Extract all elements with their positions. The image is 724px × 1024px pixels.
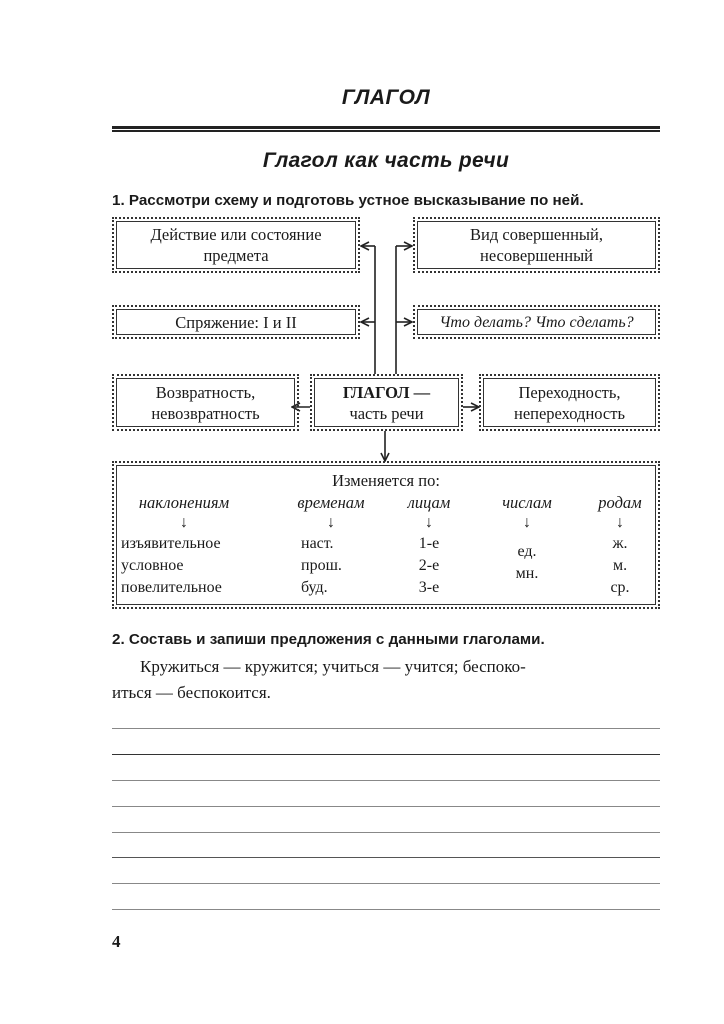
changes-column-mood: [121, 492, 247, 599]
column-value: мн.: [515, 565, 539, 582]
box-aspect-line1: Вид совершенный,: [470, 225, 603, 244]
box-action-line2: предмета: [203, 246, 269, 265]
arrow-down-icon: ↓: [180, 514, 188, 531]
box-transitive-line1: Переходность,: [518, 382, 621, 402]
box-changes: [112, 461, 660, 609]
writing-line[interactable]: [112, 806, 660, 807]
column-value: условное: [121, 557, 184, 574]
column-head: лицам: [407, 493, 451, 512]
box-reflexive: [112, 374, 299, 431]
box-verb-line1: ГЛАГОЛ —: [342, 382, 431, 402]
column-head: временам: [297, 493, 365, 512]
column-value: наст.: [301, 535, 334, 552]
section-title: Глагол как часть речи: [262, 149, 510, 172]
column-value: ср.: [610, 579, 630, 596]
box-action-line1: Действие или состояние: [150, 225, 322, 244]
writing-line[interactable]: [112, 909, 660, 910]
box-aspect: [413, 217, 660, 273]
box-aspect-line2: несовершенный: [479, 246, 593, 265]
writing-line[interactable]: [112, 883, 660, 884]
page-number: 4: [112, 932, 121, 951]
box-reflexive-line1: Возвратность,: [155, 382, 256, 402]
changes-column-gender: [583, 492, 657, 599]
column-value: прош.: [301, 557, 342, 574]
arrow-down-icon: ↓: [523, 514, 531, 531]
column-head: числам: [502, 493, 552, 512]
column-value: повелительное: [121, 579, 222, 596]
box-conjugation-text: Спряжение: I и II: [175, 312, 297, 332]
writing-line[interactable]: [112, 780, 660, 781]
box-verb-center: [310, 374, 463, 431]
column-value: ед.: [517, 543, 537, 560]
changes-heading: Изменяется по:: [332, 471, 440, 490]
box-transitive-line2: непереходность: [513, 403, 625, 423]
changes-column-number: [485, 492, 569, 585]
box-questions-text: Что делать? Что сделать?: [439, 313, 634, 331]
column-value: 3-е: [418, 579, 440, 596]
arrow-down-icon: ↓: [425, 514, 433, 531]
column-value: буд.: [301, 579, 328, 596]
box-reflexive-line2: невозвратность: [151, 403, 260, 423]
writing-line[interactable]: [112, 728, 660, 729]
column-head: родам: [598, 493, 642, 512]
box-transitive: [479, 374, 660, 431]
writing-line[interactable]: [112, 832, 660, 833]
arrow-down-icon: ↓: [327, 514, 335, 531]
writing-line[interactable]: [112, 754, 660, 755]
column-value: м.: [612, 557, 628, 574]
box-verb-line2: часть речи: [349, 403, 424, 423]
box-action-or-state: [112, 217, 360, 273]
arrow-down-icon: ↓: [616, 514, 624, 531]
box-questions: [413, 305, 660, 339]
column-value: 1-е: [418, 535, 440, 552]
column-value: ж.: [612, 535, 628, 552]
box-conjugation: [112, 305, 360, 339]
chapter-title: ГЛАГОЛ: [341, 86, 431, 109]
column-value: 2-е: [418, 557, 440, 574]
writing-line[interactable]: [112, 857, 660, 858]
column-value: изъявительное: [121, 535, 221, 552]
task-2-text-line1: Кружиться — кружится; учиться — учится; беспоко-: [140, 657, 526, 676]
changes-column-person: [389, 492, 469, 599]
column-head: наклонениям: [138, 493, 230, 512]
task-1-title: 1. Рассмотри схему и подготовь устное высказывание по ней.: [112, 192, 584, 209]
changes-column-tense: [283, 492, 379, 599]
task-2-text-line2: иться — беспокоится.: [112, 683, 271, 702]
task-2-title: 2. Составь и запиши предложения с данными глаголами.: [112, 631, 545, 648]
